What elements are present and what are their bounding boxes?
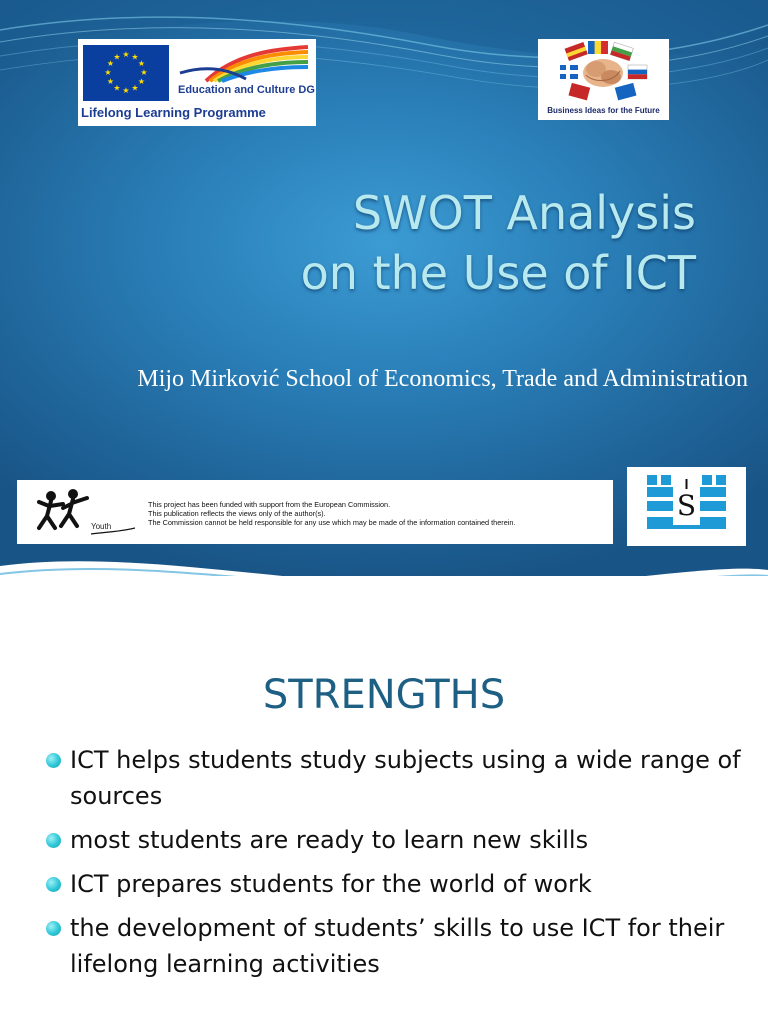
youth-label: Youth bbox=[91, 522, 112, 531]
youth-programme-icon bbox=[35, 488, 135, 538]
school-name: Mijo Mirković School of Economics, Trade and Administration bbox=[137, 366, 748, 392]
svg-text:★: ★ bbox=[122, 50, 130, 59]
lifelong-learning-label: Lifelong Learning Programme bbox=[81, 105, 266, 120]
svg-text:★: ★ bbox=[113, 83, 121, 93]
funding-disclaimer bbox=[148, 500, 515, 527]
business-ideas-caption: Business Ideas for the Future bbox=[547, 106, 660, 115]
list-item-text: ICT helps students study subjects using a wide range of sources bbox=[70, 746, 741, 810]
strengths-slide bbox=[0, 662, 768, 1024]
funding-line-1: This project has been funded with support from the European Commission. bbox=[148, 500, 391, 509]
list-item bbox=[46, 910, 746, 982]
list-item bbox=[46, 866, 746, 902]
eu-lifelong-learning-logo bbox=[78, 39, 316, 126]
list-item bbox=[46, 822, 746, 858]
bullet-icon bbox=[46, 753, 61, 768]
slide-title bbox=[301, 183, 696, 303]
bullet-icon bbox=[46, 921, 61, 936]
svg-text:★: ★ bbox=[106, 77, 115, 86]
svg-text:★: ★ bbox=[122, 86, 130, 95]
bullet-icon bbox=[46, 877, 61, 892]
svg-text:★: ★ bbox=[106, 59, 115, 68]
list-item-text: ICT prepares students for the world of work bbox=[70, 870, 592, 898]
decorative-waves-bottom bbox=[0, 556, 768, 576]
school-logo-letter: S bbox=[676, 489, 697, 522]
flags-handshake-icon bbox=[556, 39, 651, 105]
education-culture-swoosh-icon bbox=[176, 43, 310, 83]
slide-title-line-1: SWOT Analysis bbox=[352, 186, 696, 240]
funding-line-2: This publication reflects the views only of the author(s). bbox=[148, 509, 326, 518]
svg-text:★: ★ bbox=[137, 77, 146, 86]
school-emblem-icon bbox=[647, 475, 726, 537]
strengths-list bbox=[46, 742, 746, 990]
school-logo bbox=[627, 467, 746, 546]
strengths-title: STRENGTHS bbox=[262, 672, 506, 718]
business-ideas-logo bbox=[538, 39, 669, 120]
eu-flag-icon bbox=[83, 45, 169, 101]
svg-text:★: ★ bbox=[140, 68, 148, 77]
education-culture-label: Education and Culture DG bbox=[178, 84, 315, 96]
list-item-text: the development of students’ skills to use ICT for their lifelong learning activities bbox=[70, 914, 725, 978]
bullet-icon bbox=[46, 833, 61, 848]
svg-text:★: ★ bbox=[131, 83, 139, 93]
funding-line-3: The Commission cannot be held responsible for any use which may be made of the information contained therein. bbox=[148, 518, 516, 527]
svg-text:★: ★ bbox=[113, 52, 121, 62]
svg-text:★: ★ bbox=[137, 59, 146, 68]
svg-text:★: ★ bbox=[104, 68, 112, 77]
list-item bbox=[46, 742, 746, 814]
list-item-text: most students are ready to learn new skills bbox=[70, 826, 589, 854]
svg-text:★: ★ bbox=[131, 52, 139, 62]
funding-notice-banner bbox=[17, 480, 613, 544]
slide-title-line-2: on the Use of ICT bbox=[300, 246, 696, 300]
